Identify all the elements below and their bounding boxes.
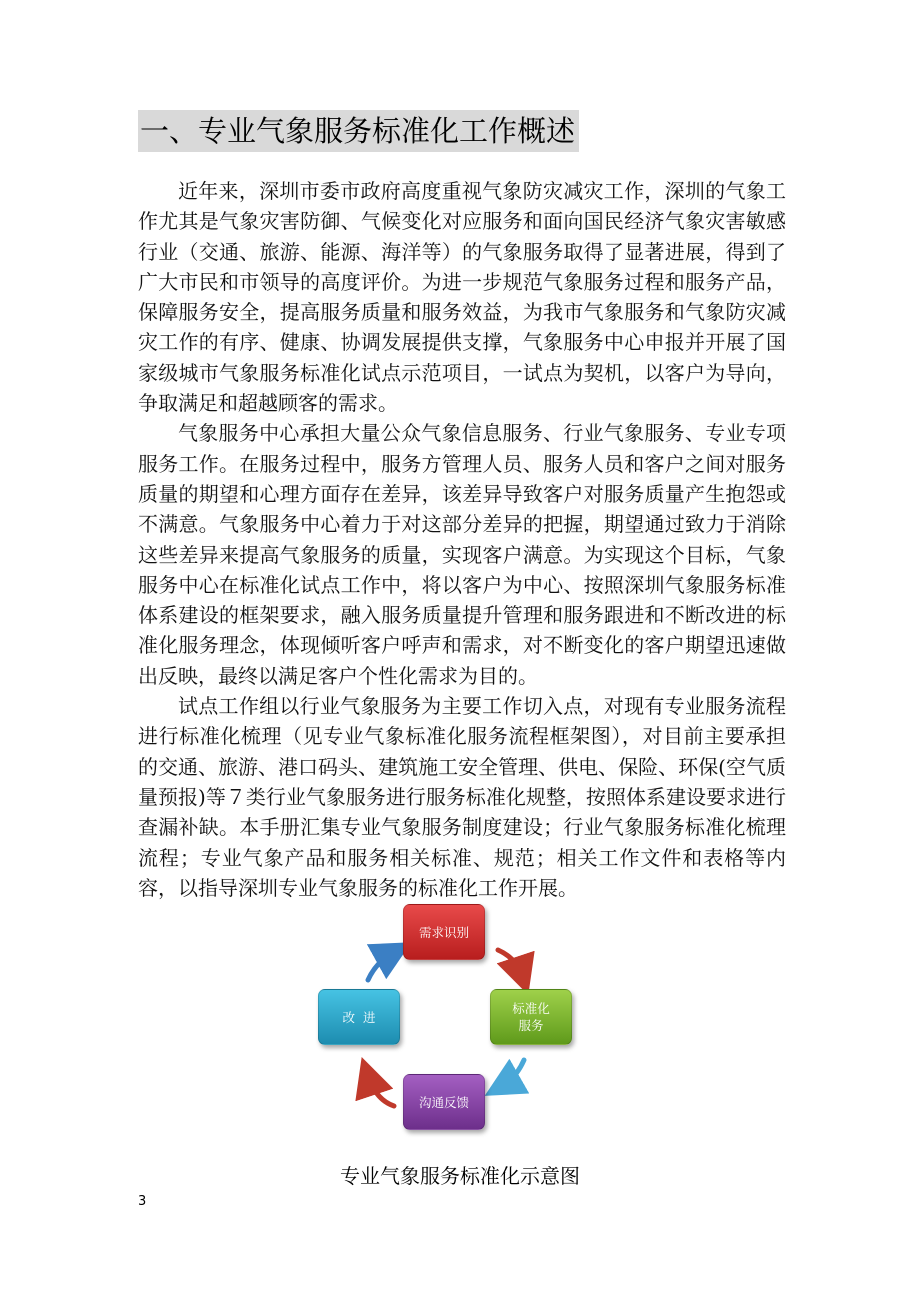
arrow-right-bottom xyxy=(502,1060,524,1086)
page-number: 3 xyxy=(138,1194,147,1209)
section-heading: 一、专业气象服务标准化工作概述 xyxy=(138,110,579,152)
node-improvement-label: 改 进 xyxy=(342,1009,376,1025)
arrow-top-right xyxy=(498,950,522,976)
node-demand-identification xyxy=(403,904,485,960)
node-standardized-service-label-1: 标准化 xyxy=(512,1001,550,1016)
arrow-left-top xyxy=(368,952,394,980)
node-communication-feedback-label: 沟通反馈 xyxy=(418,1094,469,1110)
arrow-bottom-left xyxy=(368,1076,394,1106)
node-communication-feedback xyxy=(403,1074,485,1130)
service-cycle-diagram xyxy=(310,900,560,1140)
paragraph-2: 气象服务中心承担大量公众气象信息服务、行业气象服务、专业专项服务工作。在服务过程中，服务方管理人员、服务人员和客户之间对服务质量的期望和心理方面存在差异，该差异导致客户对服务质量产生抱怨或不满意。气象服务中心着力于对这部分差异的把握，期望通过致力于消除这些差异来提高气象服务的质量，实现客户满意。为实现这个目标，气象服务中心在标准化试点工作中，将以客户为中心、按照深圳气象服务标准体系建设的框架要求，融入服务质量提升管理和服务跟进和不断改进的标准化服务理念，体现倾听客户呼声和需求，对不断变化的客户期望迅速做出反映，最终以满足客户个性化需求为目的。 xyxy=(138,421,786,688)
node-demand-identification-label: 需求识别 xyxy=(418,924,469,940)
node-standardized-service-label-2: 服务 xyxy=(518,1018,544,1033)
node-improvement xyxy=(318,989,400,1045)
paragraph-3: 试点工作组以行业气象服务为主要工作切入点，对现有专业服务流程进行标准化梳理（见专业气象标准化服务流程框架图），对目前主要承担的交通、旅游、港口码头、建筑施工安全管理、供电、保险、环保(空气质量预报)等７类行业气象服务进行服务标准化规整，按照体系建设要求进行查漏补缺。本手册汇集专业气象服务制度建设；行业气象服务标准化梳理流程；专业气象产品和服务相关标准、规范；相关工作文件和表格等内容，以指导深圳专业气象服务的标准化工作开展。 xyxy=(138,694,786,900)
body-text xyxy=(138,176,786,903)
diagram-caption: 专业气象服务标准化示意图 xyxy=(340,1164,580,1188)
node-standardized-service xyxy=(490,989,572,1045)
paragraph-1: 近年来，深圳市委市政府高度重视气象防灾减灾工作，深圳的气象工作尤其是气象灾害防御、气候变化对应服务和面向国民经济气象灾害敏感行业（交通、旅游、能源、海洋等）的气象服务取得了显著进展，得到了广大市民和市领导的高度评价。为进一步规范气象服务过程和服务产品，保障服务安全，提高服务质量和服务效益，为我市气象服务和气象防灾减灾工作的有序、健康、协调发展提供支撑，气象服务中心申报并开展了国家级城市气象服务标准化试点示范项目，一试点为契机，以客户为导向，争取满足和超越顾客的需求。 xyxy=(138,179,786,416)
